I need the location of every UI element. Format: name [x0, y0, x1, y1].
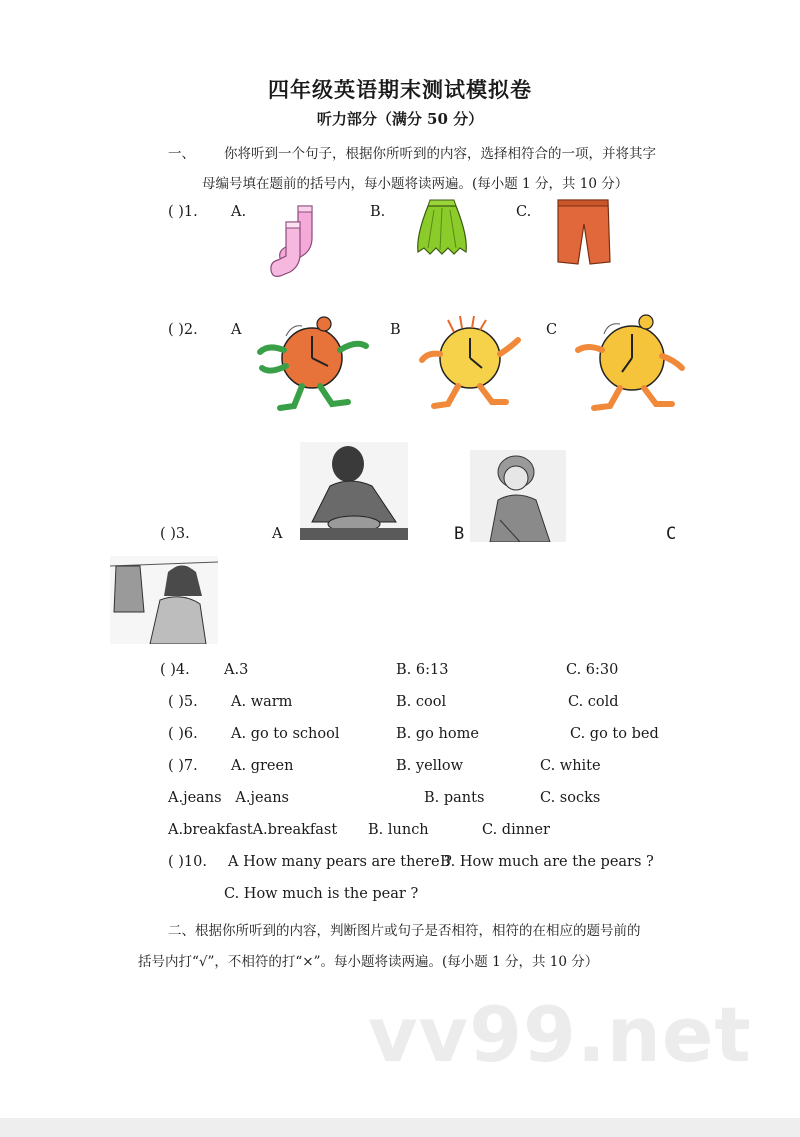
- section1-number: 一、: [168, 146, 195, 162]
- q6-option-a: A. go to school: [231, 726, 340, 742]
- q6-option-c: C. go to bed: [570, 726, 659, 742]
- boy-washing-picture: [300, 442, 408, 540]
- q5-option-c: C. cold: [568, 694, 619, 710]
- q7-option-c: C. white: [540, 758, 601, 774]
- q6-option-b: B. go home: [396, 726, 479, 742]
- q3-option-c: C: [666, 524, 677, 544]
- q9-option-c: C. dinner: [482, 822, 550, 838]
- q10-option-a: A How many pears are there ?: [228, 854, 452, 870]
- clock-character-b: [414, 310, 524, 412]
- clock-character-a: [256, 310, 372, 412]
- q4-option-b: B. 6:13: [396, 662, 449, 678]
- q7-option-a: A. green: [231, 758, 294, 774]
- q3-option-b: B: [454, 524, 465, 544]
- q5-option-a: A. warm: [231, 694, 293, 710]
- section2-instruction-line2: 括号内打“√”，不相符的打“×”。每小题将读两遍。(每小题 1 分，共 10 分）: [138, 954, 599, 970]
- shorts-picture: [554, 196, 612, 268]
- section1-instruction-line1: 你将听到一个句子，根据你所听到的内容，选择相符合的一项，并将其字: [224, 146, 656, 162]
- skirt-picture: [414, 196, 470, 260]
- q2-option-c: C: [546, 322, 558, 338]
- girl-picture: [470, 450, 566, 542]
- socks-picture: [268, 200, 328, 280]
- q7-option-b: B. yellow: [396, 758, 464, 774]
- clock-character-c: [574, 310, 686, 414]
- q2-option-a: A: [231, 322, 242, 338]
- q6-label: ( )6.: [168, 726, 198, 742]
- q10-option-b: B. How much are the pears ?: [440, 854, 654, 870]
- q10-label: ( )10.: [168, 854, 207, 870]
- q2-option-b: B: [390, 322, 401, 338]
- q3-option-a: A: [272, 526, 283, 542]
- q8-option-a: A.jeans A.jeans: [168, 790, 289, 806]
- section1-instruction-line2: 母编号填在题前的括号内，每小题将读两遍。(每小题 1 分，共 10 分）: [202, 176, 629, 192]
- q9-option-b: B. lunch: [368, 822, 429, 838]
- q2-label: ( )2.: [168, 322, 198, 338]
- q1-option-c: C.: [516, 204, 532, 220]
- watermark: vv99.net: [368, 990, 752, 1079]
- section2-instruction-line1: 二、根据你所听到的内容，判断图片或句子是否相符，相符的在相应的题号前的: [168, 923, 641, 939]
- q8-option-c: C. socks: [540, 790, 601, 806]
- q1-option-b: B.: [370, 204, 386, 220]
- q9-option-a: A.breakfastA.breakfast: [168, 822, 338, 838]
- q4-option-c: C. 6:30: [566, 662, 619, 678]
- q4-label: ( )4.: [160, 662, 190, 678]
- page-subtitle: 听力部分（满分 50 分）: [316, 110, 484, 128]
- q3-label: ( )3.: [160, 526, 190, 542]
- girl-hanging-clothes-picture: [110, 556, 218, 644]
- q10-option-c: C. How much is the pear ?: [224, 886, 419, 902]
- q1-option-a: A.: [231, 204, 247, 220]
- q8-option-b: B. pants: [424, 790, 485, 806]
- page-bottom-edge: [0, 1118, 800, 1137]
- q5-option-b: B. cool: [396, 694, 447, 710]
- q5-label: ( )5.: [168, 694, 198, 710]
- page-title: 四年级英语期末测试模拟卷: [268, 77, 532, 102]
- q1-label: ( )1.: [168, 204, 198, 220]
- q7-label: ( )7.: [168, 758, 198, 774]
- q4-option-a: A.3: [224, 662, 249, 678]
